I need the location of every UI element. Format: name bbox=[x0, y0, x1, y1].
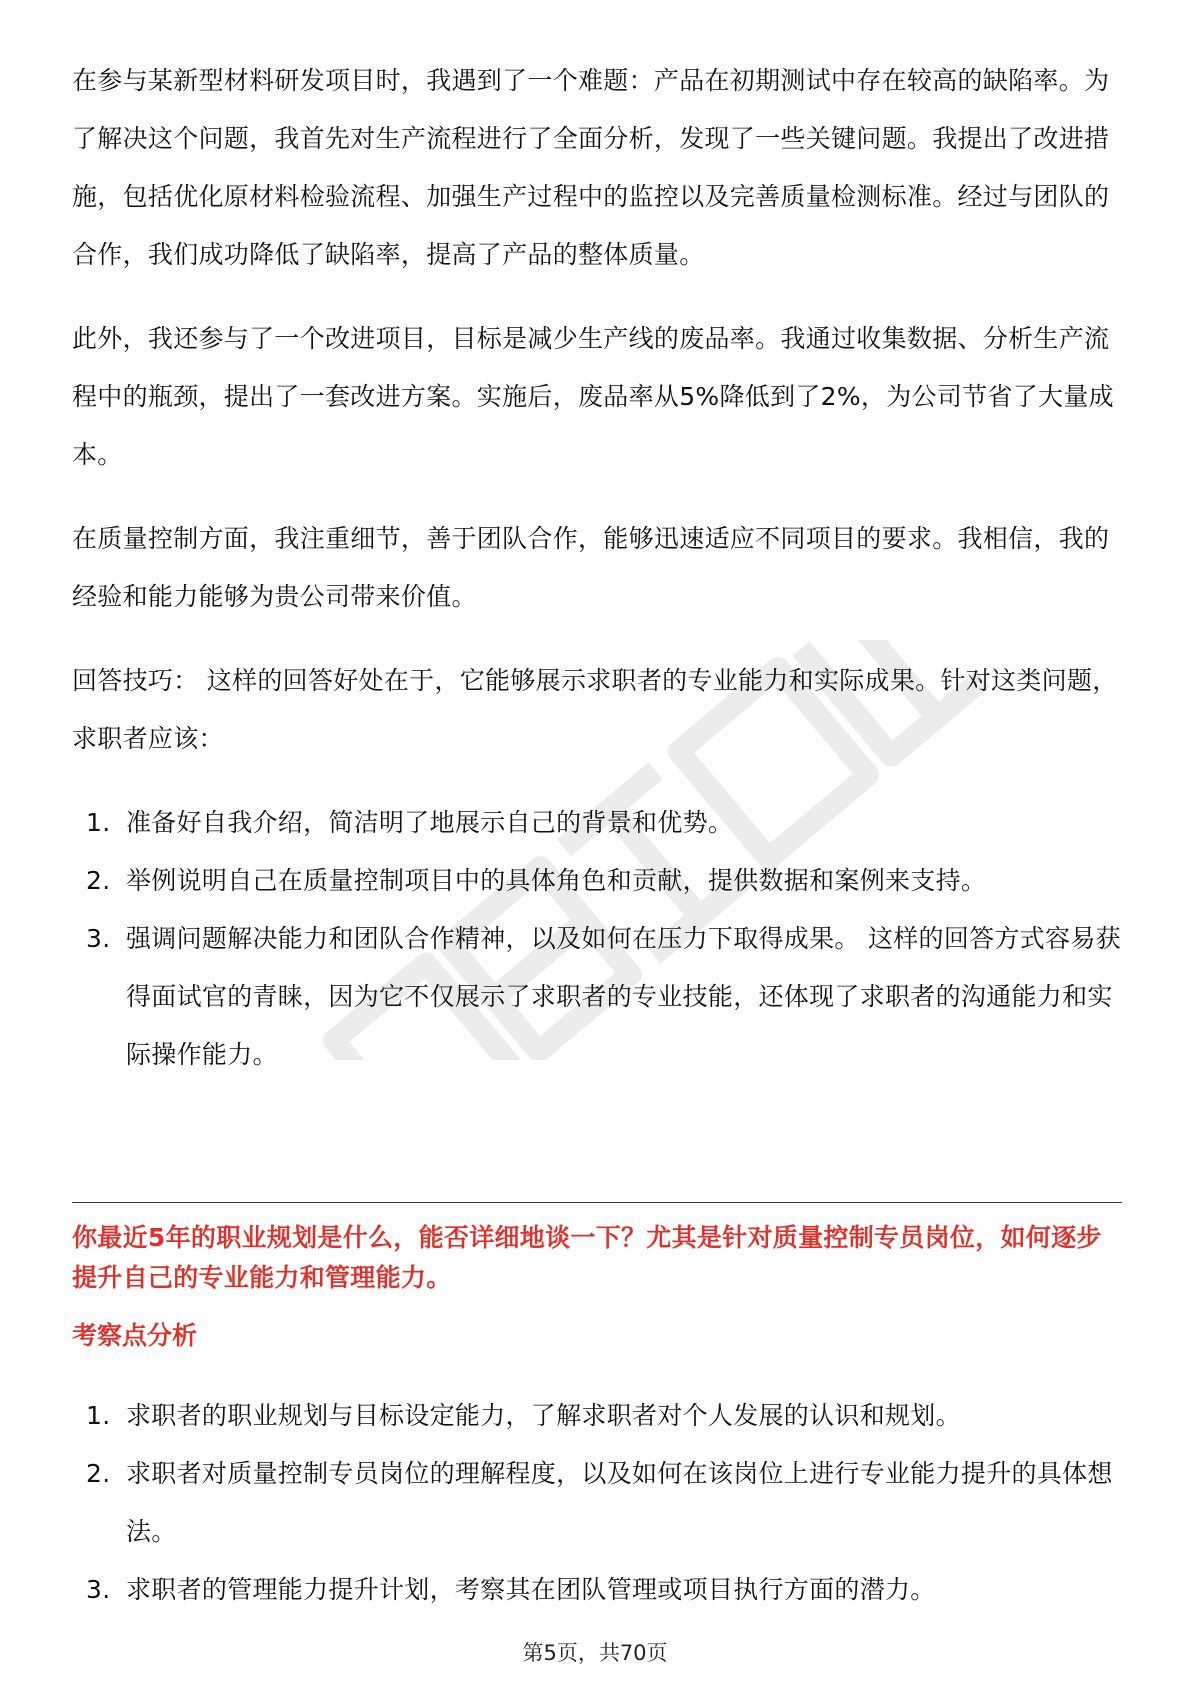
analysis-heading: 考察点分析 bbox=[72, 1321, 198, 1350]
paragraph-improvement-project: 此外，我还参与了一个改进项目，目标是减少生产线的废品率。我通过收集数据、分析生产流程中的瓶颈，提出了一套改进方案。实施后，废品率从5%降低到了2%，为公司节省了大量成本。 bbox=[72, 324, 1114, 469]
list-item-text: 求职者对质量控制专员岗位的理解程度，以及如何在该岗位上进行专业能力提升的具体想法。 bbox=[126, 1459, 1113, 1546]
analysis-list bbox=[72, 1387, 1122, 1619]
tips-list bbox=[72, 794, 1122, 1084]
interview-question: 你最近5年的职业规划是什么，能否详细地谈一下？尤其是针对质量控制专员岗位，如何逐步提升自己的专业能力和管理能力。 bbox=[72, 1223, 1102, 1292]
paragraph-project-experience: 在参与某新型材料研发项目时，我遇到了一个难题：产品在初期测试中存在较高的缺陷率。为了解决这个问题，我首先对生产流程进行了全面分析，发现了一些关键问题。我提出了改进措施，包括优化原材料检验流程、加强生产过程中的监控以及完善质量检测标准。经过与团队的合作，我们成功降低了缺陷率，提高了产品的整体质量。 bbox=[72, 66, 1110, 269]
paragraph-quality-control: 在质量控制方面，我注重细节，善于团队合作，能够迅速适应不同项目的要求。我相信，我的经验和能力能够为贵公司带来价值。 bbox=[72, 524, 1110, 611]
list-item bbox=[72, 794, 1122, 852]
list-item bbox=[72, 1387, 1122, 1445]
list-item-text: 求职者的职业规划与目标设定能力，了解求职者对个人发展的认识和规划。 bbox=[126, 1401, 961, 1430]
list-item bbox=[72, 852, 1122, 910]
list-item-number: 3. bbox=[86, 1575, 111, 1604]
list-item-number: 2. bbox=[86, 1459, 111, 1488]
list-item-number: 1. bbox=[86, 808, 111, 837]
section-divider bbox=[72, 1202, 1122, 1203]
list-item-text: 求职者的管理能力提升计划，考察其在团队管理或项目执行方面的潜力。 bbox=[126, 1575, 936, 1604]
list-item-text: 强调问题解决能力和团队合作精神，以及如何在压力下取得成果。 这样的回答方式容易获得面试官的青睐，因为它不仅展示了求职者的专业技能，还体现了求职者的沟通能力和实际操作能力。 bbox=[126, 924, 1121, 1069]
list-item-number: 2. bbox=[86, 866, 111, 895]
list-item-number: 1. bbox=[86, 1401, 111, 1430]
main-content bbox=[72, 52, 1122, 1084]
list-item bbox=[72, 1445, 1122, 1561]
list-item-text: 举例说明自己在质量控制项目中的具体角色和贡献，提供数据和案例来支持。 bbox=[126, 866, 987, 895]
paragraph-answer-tips: 回答技巧： 这样的回答好处在于，它能够展示求职者的专业能力和实际成果。针对这类问题，求职者应该： bbox=[72, 666, 1118, 753]
list-item bbox=[72, 910, 1122, 1084]
page-number-footer: 第5页，共70页 bbox=[522, 1641, 668, 1665]
list-item-number: 3. bbox=[86, 924, 111, 953]
list-item-text: 准备好自我介绍，简洁明了地展示自己的背景和优势。 bbox=[126, 808, 734, 837]
list-item bbox=[72, 1561, 1122, 1619]
